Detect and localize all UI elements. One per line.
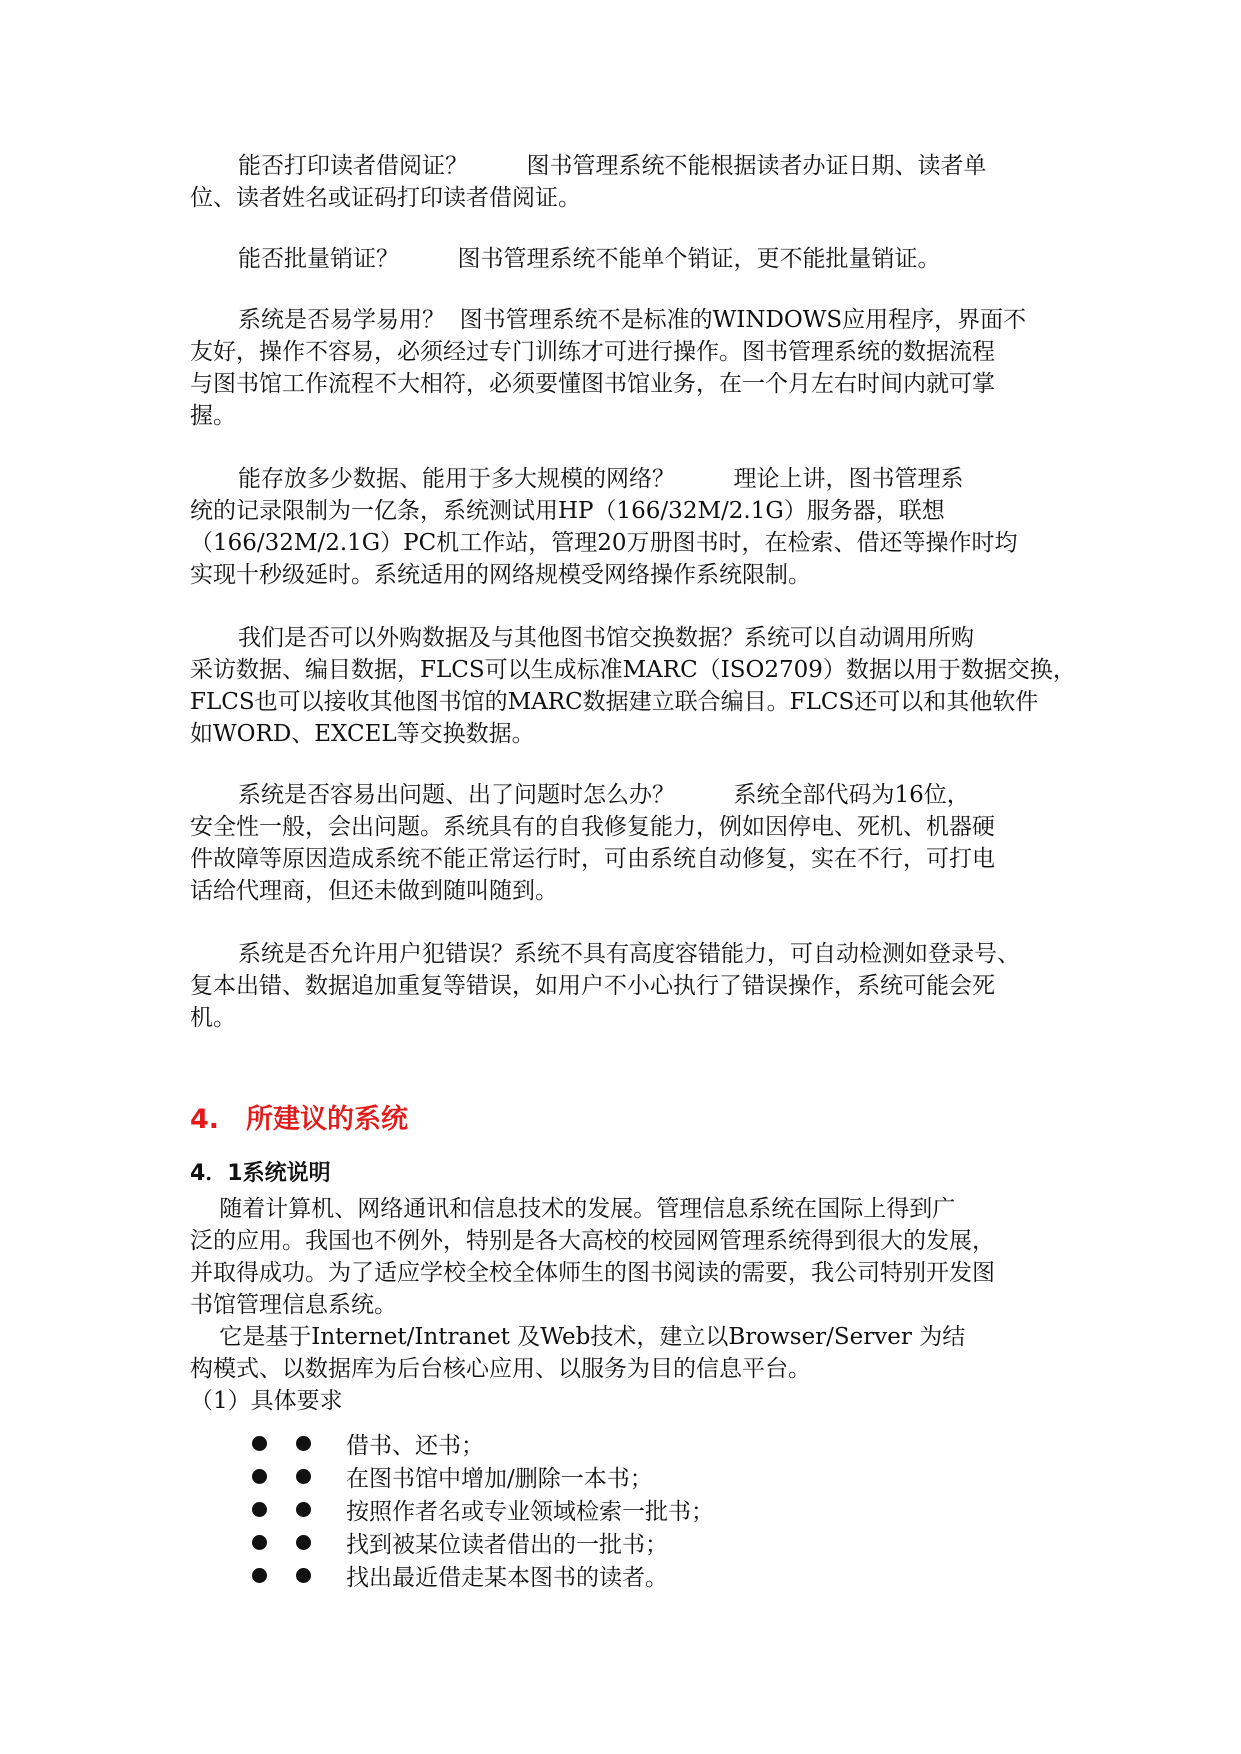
bullet-icon bbox=[296, 1436, 311, 1451]
list-item-text: 在图书馆中增加/删除一本书； bbox=[346, 1466, 653, 1492]
text-line: 采访数据、编目数据，FLCS可以生成标准MARC（ISO2709）数据以用于数据交换， bbox=[190, 657, 1076, 683]
bullet-icon bbox=[296, 1568, 311, 1583]
requirements-label: （1）具体要求 bbox=[190, 1388, 343, 1414]
list-item-text: 找出最近借走某本图书的读者。 bbox=[346, 1565, 668, 1591]
list-item bbox=[252, 1493, 714, 1526]
text-line: 实现十秒级延时。系统适用的网络规模受网络操作系统限制。 bbox=[190, 562, 811, 588]
text-line: 能否批量销证？ 图书管理系统不能单个销证，更不能批量销证。 bbox=[238, 246, 941, 272]
section-heading bbox=[190, 1097, 408, 1136]
bullet-icon bbox=[252, 1568, 267, 1583]
paragraph-print-card bbox=[190, 150, 1108, 214]
paragraph-troubleshooting bbox=[190, 779, 1108, 907]
text-line: 系统是否易学易用？ 图书管理系统不是标准的WINDOWS应用程序，界面不 bbox=[238, 307, 1027, 333]
paragraph-data-exchange bbox=[190, 622, 1108, 750]
subsection-heading: 4．1系统说明 bbox=[190, 1161, 331, 1186]
text-line: 能否打印读者借阅证？ 图书管理系统不能根据读者办证日期、读者单 bbox=[238, 153, 987, 179]
paragraph-ease-of-use bbox=[190, 304, 1108, 432]
text-line: 安全性一般，会出问题。系统具有的自我修复能力，例如因停电、死机、机器硬 bbox=[190, 814, 995, 840]
bullet-icon bbox=[252, 1469, 267, 1484]
bullet-icon bbox=[252, 1502, 267, 1517]
paragraph-batch-cancel bbox=[190, 243, 1108, 275]
list-item-text: 找到被某位读者借出的一批书； bbox=[346, 1532, 668, 1558]
text-line: 如WORD、EXCEL等交换数据。 bbox=[190, 721, 535, 747]
text-line: （166/32M/2.1G）PC机工作站，管理20万册图书时，在检索、借还等操作时均 bbox=[190, 530, 1018, 556]
text-line: 机。 bbox=[190, 1005, 236, 1031]
text-line: 系统是否容易出问题、出了问题时怎么办？ 系统全部代码为16位， bbox=[238, 782, 970, 808]
text-line: 统的记录限制为一亿条，系统测试用HP（166/32M/2.1G）服务器，联想 bbox=[190, 498, 945, 524]
text-line: 复本出错、数据追加重复等错误，如用户不小心执行了错误操作，系统可能会死 bbox=[190, 973, 995, 999]
bullet-icon bbox=[296, 1535, 311, 1550]
text-line: FLCS也可以接收其他图书馆的MARC数据建立联合编目。FLCS还可以和其他软件 bbox=[190, 689, 1039, 715]
list-item bbox=[252, 1427, 714, 1460]
text-line: 握。 bbox=[190, 403, 236, 429]
text-line: 能存放多少数据、能用于多大规模的网络？ 理论上讲，图书管理系 bbox=[238, 466, 964, 492]
text-line: 友好，操作不容易，必须经过专门训练才可进行操作。图书管理系统的数据流程 bbox=[190, 339, 995, 365]
text-line: 话给代理商，但还未做到随叫随到。 bbox=[190, 878, 558, 904]
bullet-icon bbox=[296, 1502, 311, 1517]
text-line: 它是基于Internet/Intranet 及Web技术，建立以Browser/Server 为结 bbox=[190, 1324, 966, 1350]
section-number: 4. bbox=[190, 1104, 220, 1135]
text-line: 书馆管理信息系统。 bbox=[190, 1292, 397, 1318]
list-item bbox=[252, 1526, 714, 1559]
paragraph-error-tolerance bbox=[190, 938, 1108, 1034]
section-title: 所建议的系统 bbox=[246, 1104, 408, 1135]
text-line: 与图书馆工作流程不大相符，必须要懂图书馆业务，在一个月左右时间内就可掌 bbox=[190, 371, 995, 397]
list-item bbox=[252, 1559, 714, 1592]
bullet-icon bbox=[252, 1535, 267, 1550]
list-item bbox=[252, 1460, 714, 1493]
list-item-text: 按照作者名或专业领域检索一批书； bbox=[346, 1499, 714, 1525]
paragraph-capacity bbox=[190, 463, 1108, 591]
paragraph-intro bbox=[190, 1193, 1060, 1417]
text-line: 构模式、以数据库为后台核心应用、以服务为目的信息平台。 bbox=[190, 1356, 811, 1382]
bullet-icon bbox=[252, 1436, 267, 1451]
text-line: 随着计算机、网络通讯和信息技术的发展。管理信息系统在国际上得到广 bbox=[190, 1196, 956, 1222]
text-line: 件故障等原因造成系统不能正常运行时，可由系统自动修复，实在不行，可打电 bbox=[190, 846, 995, 872]
text-line: 并取得成功。为了适应学校全校全体师生的图书阅读的需要，我公司特别开发图 bbox=[190, 1260, 995, 1286]
text-line: 位、读者姓名或证码打印读者借阅证。 bbox=[190, 185, 581, 211]
requirements-list bbox=[252, 1427, 714, 1592]
text-line: 泛的应用。我国也不例外，特别是各大高校的校园网管理系统得到很大的发展， bbox=[190, 1228, 995, 1254]
text-line: 系统是否允许用户犯错误？系统不具有高度容错能力，可自动检测如登录号、 bbox=[238, 941, 1020, 967]
text-line: 我们是否可以外购数据及与其他图书馆交换数据？系统可以自动调用所购 bbox=[238, 625, 974, 651]
bullet-icon bbox=[296, 1469, 311, 1484]
list-item-text: 借书、还书； bbox=[346, 1433, 484, 1459]
